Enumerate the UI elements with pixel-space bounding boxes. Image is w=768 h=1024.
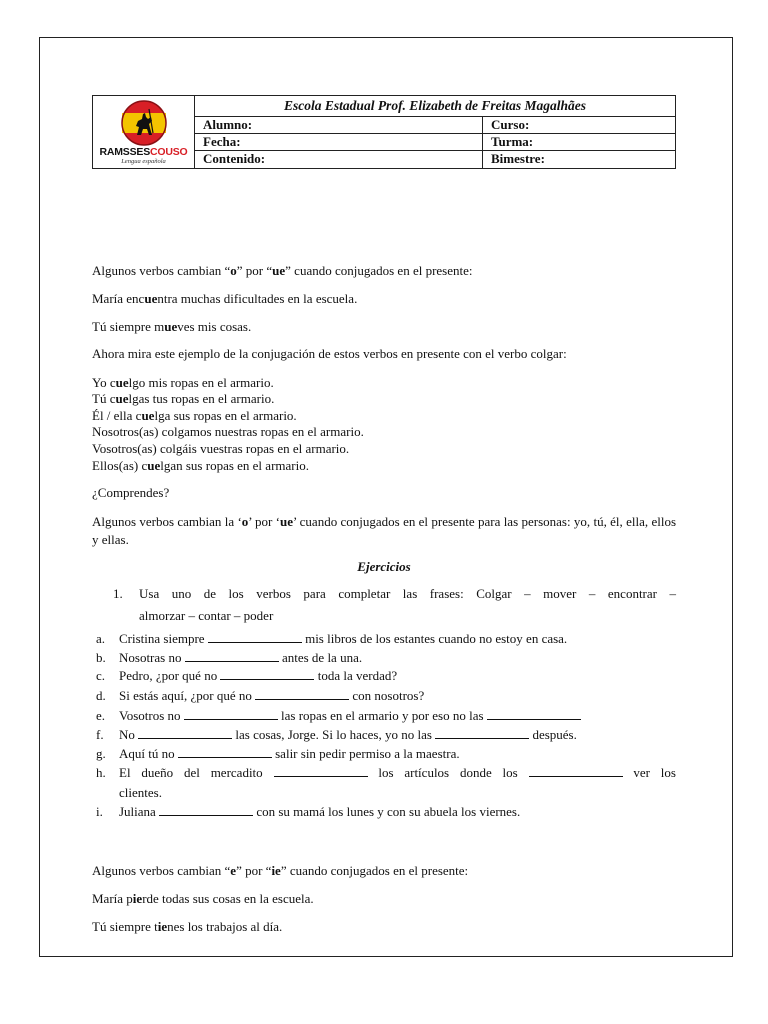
intro-o-ue: Algunos verbos cambian “o” por “ue” cuando conjugados en el presente: xyxy=(92,263,473,278)
item-i: Juliana con su mamá los lunes y con su abuela los viernes. xyxy=(119,804,521,819)
fecha-field: Fecha: xyxy=(195,134,483,150)
curso-field: Curso: xyxy=(491,117,530,133)
item-letter: f. xyxy=(96,727,104,742)
answer-blank[interactable] xyxy=(159,805,253,816)
item-letter: b. xyxy=(96,650,106,665)
item-e: Vosotros no las ropas en el armario y por eso no las xyxy=(119,708,581,724)
item-letter: i. xyxy=(96,804,103,819)
exercise-instructions: Usa uno de los verbos para completar las frases: Colgar – mover – encontrar – xyxy=(139,586,676,601)
bimestre-field: Bimestre: xyxy=(491,151,545,167)
answer-blank[interactable] xyxy=(220,669,314,680)
item-c: Pedro, ¿por qué no toda la verdad? xyxy=(119,668,398,683)
mira-ejemplo: Ahora mira este ejemplo de la conjugación de estos verbos en presente con el verbo colgar: xyxy=(92,346,567,361)
answer-blank[interactable] xyxy=(435,728,529,739)
exercise-number: 1. xyxy=(113,586,123,601)
answer-blank[interactable] xyxy=(274,766,368,777)
conjugation-ellos: Ellos(as) cuelgan sus ropas en el armario. xyxy=(92,458,309,473)
conjugation-yo: Yo cuelgo mis ropas en el armario. xyxy=(92,375,274,390)
logo-wordmark xyxy=(99,147,187,158)
turma-field: Turma: xyxy=(491,134,534,150)
conjugation-nosotros: Nosotros(as) colgamos nuestras ropas en el armario. xyxy=(92,424,364,439)
conjugation-vosotros: Vosotros(as) colgáis vuestras ropas en el armario. xyxy=(92,441,350,456)
item-f: No las cosas, Jorge. Si lo haces, yo no las después. xyxy=(119,727,577,742)
item-letter: d. xyxy=(96,688,106,703)
item-h-continued: clientes. xyxy=(119,785,162,800)
exercise-verbs: almorzar – contar – poder xyxy=(139,608,274,623)
example-pierde: María pierde todas sus cosas en la escuela. xyxy=(92,891,314,906)
summary-o-ue: Algunos verbos cambian la ‘o’ por ‘ue’ cuando conjugados en el presente para las personas: yo, tú, él, ella, ellos y ellas. xyxy=(92,514,677,547)
exercises-heading: Ejercicios xyxy=(357,559,411,574)
answer-blank[interactable] xyxy=(529,766,623,777)
answer-blank[interactable] xyxy=(487,709,581,720)
item-letter: e. xyxy=(96,708,106,723)
logo-subtitle: Lengua española xyxy=(121,158,166,165)
answer-blank[interactable] xyxy=(138,728,232,739)
comprendes: ¿Comprendes? xyxy=(92,485,170,500)
header-row-1 xyxy=(195,117,675,134)
logo-word-black: RAMSSES xyxy=(99,146,150,158)
item-letter: g. xyxy=(96,746,106,761)
item-g: Aquí tú no salir sin pedir permiso a la maestra. xyxy=(119,746,460,761)
conjugation-tu: Tú cuelgas tus ropas en el armario. xyxy=(92,391,275,406)
answer-blank[interactable] xyxy=(208,632,302,643)
answer-blank[interactable] xyxy=(255,689,349,700)
school-header xyxy=(92,95,676,169)
alumno-field: Alumno: xyxy=(195,117,483,133)
item-d: Si estás aquí, ¿por qué no con nosotros? xyxy=(119,688,425,703)
conjugation-el: Él / ella cuelga sus ropas en el armario. xyxy=(92,408,297,423)
answer-blank[interactable] xyxy=(185,651,279,662)
answer-blank[interactable] xyxy=(184,709,278,720)
logo-word-red: COUSO xyxy=(150,146,188,158)
item-letter: c. xyxy=(96,668,106,683)
answer-blank[interactable] xyxy=(178,747,272,758)
header-row-3 xyxy=(195,151,675,168)
example-encuentra: María encuentra muchas dificultades en la escuela. xyxy=(92,291,358,306)
example-tienes: Tú siempre tienes los trabajos al día. xyxy=(92,919,283,934)
header-grid xyxy=(195,96,675,168)
school-logo xyxy=(93,96,195,168)
school-name: Escola Estadual Prof. Elizabeth de Freitas Magalhães xyxy=(195,96,675,117)
item-a: Cristina siempre mis libros de los estantes cuando no estoy en casa. xyxy=(119,631,568,646)
contenido-field: Contenido: xyxy=(195,151,483,168)
item-h: El dueño del mercadito los artículos donde los ver los xyxy=(119,765,676,780)
header-row-2 xyxy=(195,134,675,151)
example-mueves: Tú siempre mueves mis cosas. xyxy=(92,319,252,334)
item-letter: a. xyxy=(96,631,106,646)
intro-e-ie: Algunos verbos cambian “e” por “ie” cuando conjugados en el presente: xyxy=(92,863,469,878)
item-b: Nosotras no antes de la una. xyxy=(119,650,363,665)
logo-emblem-icon xyxy=(119,99,169,147)
item-letter: h. xyxy=(96,765,106,780)
